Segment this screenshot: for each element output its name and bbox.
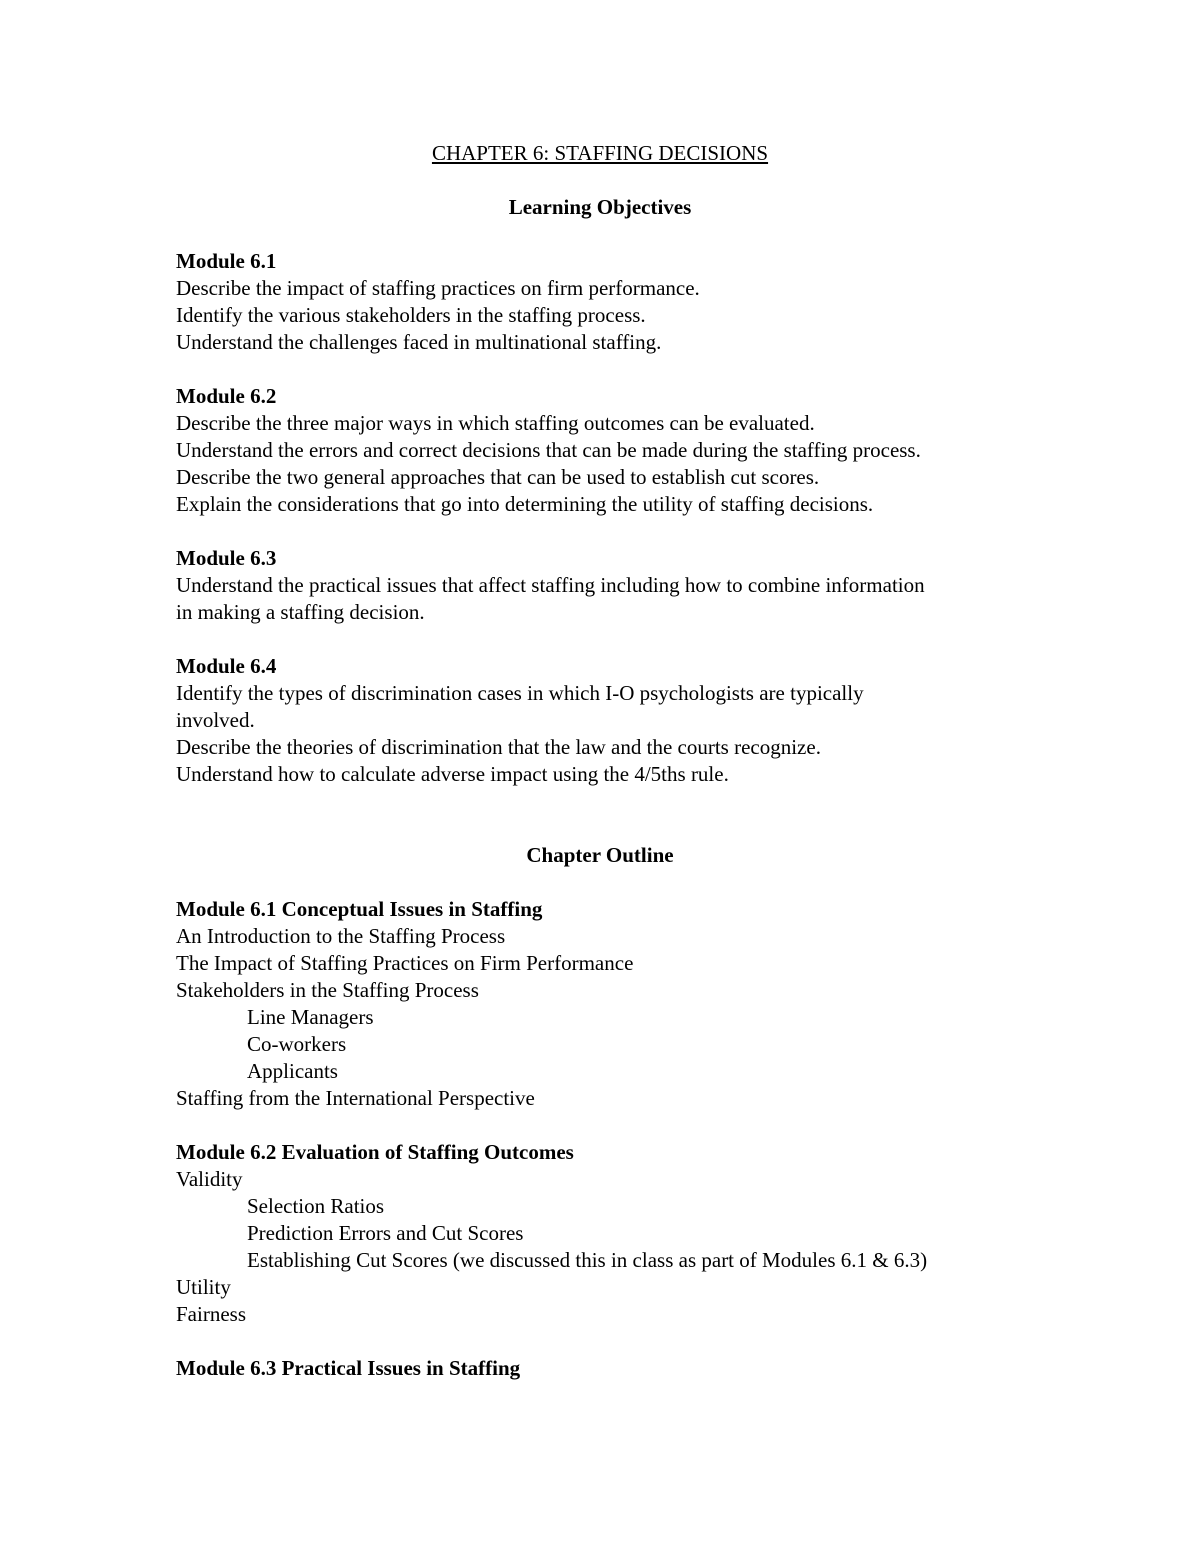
objective-line: Identify the types of discrimination cases in which I-O psychologists are typically <box>176 681 864 705</box>
objectives-module-6-2 <box>176 383 1056 518</box>
outline-subitem: Selection Ratios <box>247 1194 385 1218</box>
objective-line: involved. <box>176 708 255 732</box>
objectives-heading: Learning Objectives <box>508 195 692 219</box>
objective-line: Describe the impact of staffing practices on firm performance. <box>176 276 700 300</box>
objective-line: Identify the various stakeholders in the staffing process. <box>176 303 646 327</box>
outline-module-6-3 <box>176 1355 1056 1382</box>
objective-line: Explain the considerations that go into determining the utility of staffing decisions. <box>176 492 874 516</box>
chapter-title: CHAPTER 6: STAFFING DECISIONS <box>431 141 769 165</box>
objective-line: in making a staffing decision. <box>176 600 425 624</box>
module-heading: Module 6.3 <box>176 546 277 570</box>
objectives-module-6-3 <box>176 545 1056 626</box>
module-heading: Module 6.3 Practical Issues in Staffing <box>176 1356 521 1380</box>
outline-module-6-2 <box>176 1139 1056 1328</box>
objective-line: Understand the practical issues that affect staffing including how to combine information <box>176 573 925 597</box>
outline-subitem: Establishing Cut Scores (we discussed this in class as part of Modules 6.1 & 6.3) <box>247 1248 928 1272</box>
outline-item: Stakeholders in the Staffing Process <box>176 978 479 1002</box>
objective-line: Describe the three major ways in which staffing outcomes can be evaluated. <box>176 411 815 435</box>
outline-subitem: Applicants <box>247 1059 338 1083</box>
document-page <box>176 140 1056 1382</box>
objective-line: Understand the errors and correct decisions that can be made during the staffing process. <box>176 438 921 462</box>
module-heading: Module 6.2 Evaluation of Staffing Outcomes <box>176 1140 574 1164</box>
module-heading: Module 6.4 <box>176 654 277 678</box>
outline-item: Staffing from the International Perspective <box>176 1086 535 1110</box>
objective-line: Describe the theories of discrimination that the law and the courts recognize. <box>176 735 821 759</box>
outline-item: Utility <box>176 1275 231 1299</box>
outline-subitem: Prediction Errors and Cut Scores <box>247 1221 524 1245</box>
objective-line: Describe the two general approaches that can be used to establish cut scores. <box>176 465 820 489</box>
module-heading: Module 6.1 <box>176 249 277 273</box>
objectives-module-6-1 <box>176 248 1056 356</box>
outline-item: An Introduction to the Staffing Process <box>176 924 506 948</box>
module-heading: Module 6.1 Conceptual Issues in Staffing <box>176 897 543 921</box>
outline-subitem: Line Managers <box>247 1005 374 1029</box>
outline-subitem: Co-workers <box>247 1032 347 1056</box>
objective-line: Understand how to calculate adverse impact using the 4/5ths rule. <box>176 762 729 786</box>
module-heading: Module 6.2 <box>176 384 277 408</box>
outline-module-6-1 <box>176 896 1056 1112</box>
outline-item: The Impact of Staffing Practices on Firm Performance <box>176 951 634 975</box>
outline-heading: Chapter Outline <box>526 843 674 867</box>
objectives-module-6-4 <box>176 653 1056 788</box>
outline-item: Validity <box>176 1167 243 1191</box>
objective-line: Understand the challenges faced in multinational staffing. <box>176 330 662 354</box>
outline-item: Fairness <box>176 1302 246 1326</box>
